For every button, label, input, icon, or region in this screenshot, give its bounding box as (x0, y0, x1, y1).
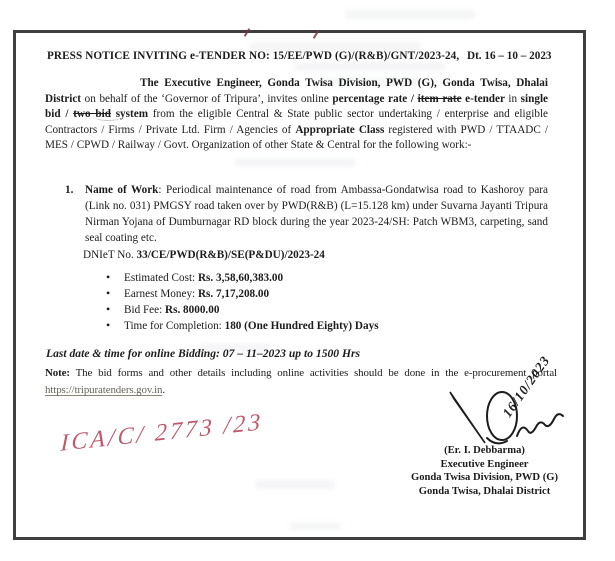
earnest-money-label: Earnest Money: (124, 288, 198, 300)
eprocurement-portal-link: https://tripuratenders.gov.in (45, 384, 163, 396)
completion-time-value: 180 (One Hundred Eighty) Days (224, 320, 379, 332)
scan-artifact (235, 158, 355, 167)
intro-lead-bold: The Executive Engineer, Gonda Twisa Division, PWD (G), Gonda Twisa, Dhalai District (45, 77, 548, 105)
list-item (106, 302, 379, 318)
work-item (65, 182, 548, 246)
list-item (106, 286, 379, 302)
handwritten-ref-number: ICA/C/ 2773 /23 (60, 409, 264, 457)
work-item-number: 1. (65, 184, 74, 196)
signatory-division: Gonda Twisa Division, PWD (G) (410, 472, 559, 484)
tender-details-list (106, 270, 379, 334)
bullet-icon: • (106, 318, 111, 332)
signatory-district: Gonda Twisa, Dhalai District (418, 485, 551, 497)
name-of-work-label: Name of Work (85, 184, 159, 196)
bullet-icon: • (106, 286, 111, 300)
bid-fee-value: Rs. 8000.00 (165, 304, 220, 316)
list-item (106, 318, 379, 334)
press-notice-title: PRESS NOTICE INVITING e-TENDER NO: 15/EE/PWD (G)/(R&B)/GNT/2023-24, (47, 50, 460, 62)
scan-artifact (345, 10, 475, 19)
bid-fee-label: Bid Fee: (124, 304, 166, 316)
signatory-title: Executive Engineer (440, 458, 529, 470)
scan-artifact (295, 62, 445, 71)
scan-artifact (255, 480, 335, 489)
note-label: Note: (45, 367, 70, 379)
notice-date: Dt. 16 – 10 – 2023 (467, 50, 552, 62)
dniet-number: 33/CE/PWD(R&B)/SE(P&DU)/2023-24 (136, 249, 325, 261)
dniet-reference: DNIeT No. 33/CE/PWD(R&B)/SE(P&DU)/2023-24 (83, 249, 325, 261)
scan-artifact (290, 523, 340, 530)
signatory-name: (Er. I. Debbarma) (444, 445, 525, 456)
list-item (106, 270, 379, 286)
struck-text-item-rate: item rate (417, 92, 462, 105)
work-description: Name of Work: Periodical maintenance of road from Ambassa-Gondatwisa road to Kashoroy para (Link no. 031) PMGSY road taken over by PWD(R&B) (L=15.128 km) under Suvarna Jayanti Tripura Nirman Yojana of Dumburnagar RD block during the year 2023-24/SH: Patch WBM3, carpeting, sand seal coating etc. (85, 184, 548, 244)
completion-time-label: Time for Completion: (124, 320, 225, 332)
signatory-block (402, 444, 567, 498)
estimated-cost-label: Estimated Cost: (124, 272, 198, 284)
bullet-icon: • (106, 302, 111, 316)
struck-text-two-bid: two bid (73, 108, 111, 121)
bullet-icon: • (106, 270, 111, 284)
red-pen-tick (244, 28, 250, 37)
intro-paragraph: The Executive Engineer, Gonda Twisa Division, PWD (G), Gonda Twisa, Dhalai District on behalf of the ‘Governor of Tripura’, invites online percentage rate / item rate e-tender in single bid / two bid system from the eligible Central & State public sector undertaking / enterprise and eligible Contractors / Firms / Private Ltd. Firm / Agencies of Appropriate Class registered with PWD / TTAADC / MES / CPWD / Railway / Govt. Organization of other State & Central for the following work:- (45, 77, 549, 152)
handwritten-date: 16/10/2023 (499, 352, 553, 421)
earnest-money-value: Rs. 7,17,208.00 (197, 288, 270, 300)
red-pen-tick (313, 30, 319, 39)
estimated-cost-value: Rs. 3,58,60,383.00 (197, 272, 284, 284)
last-date-line: Last date & time for online Bidding: 07 – 11–2023 up to 1500 Hrs (46, 347, 361, 360)
note-paragraph: Note: The bid forms and other details including online activities should be done in the e-procurement portal https://tripuratenders.gov.in. (45, 367, 557, 396)
